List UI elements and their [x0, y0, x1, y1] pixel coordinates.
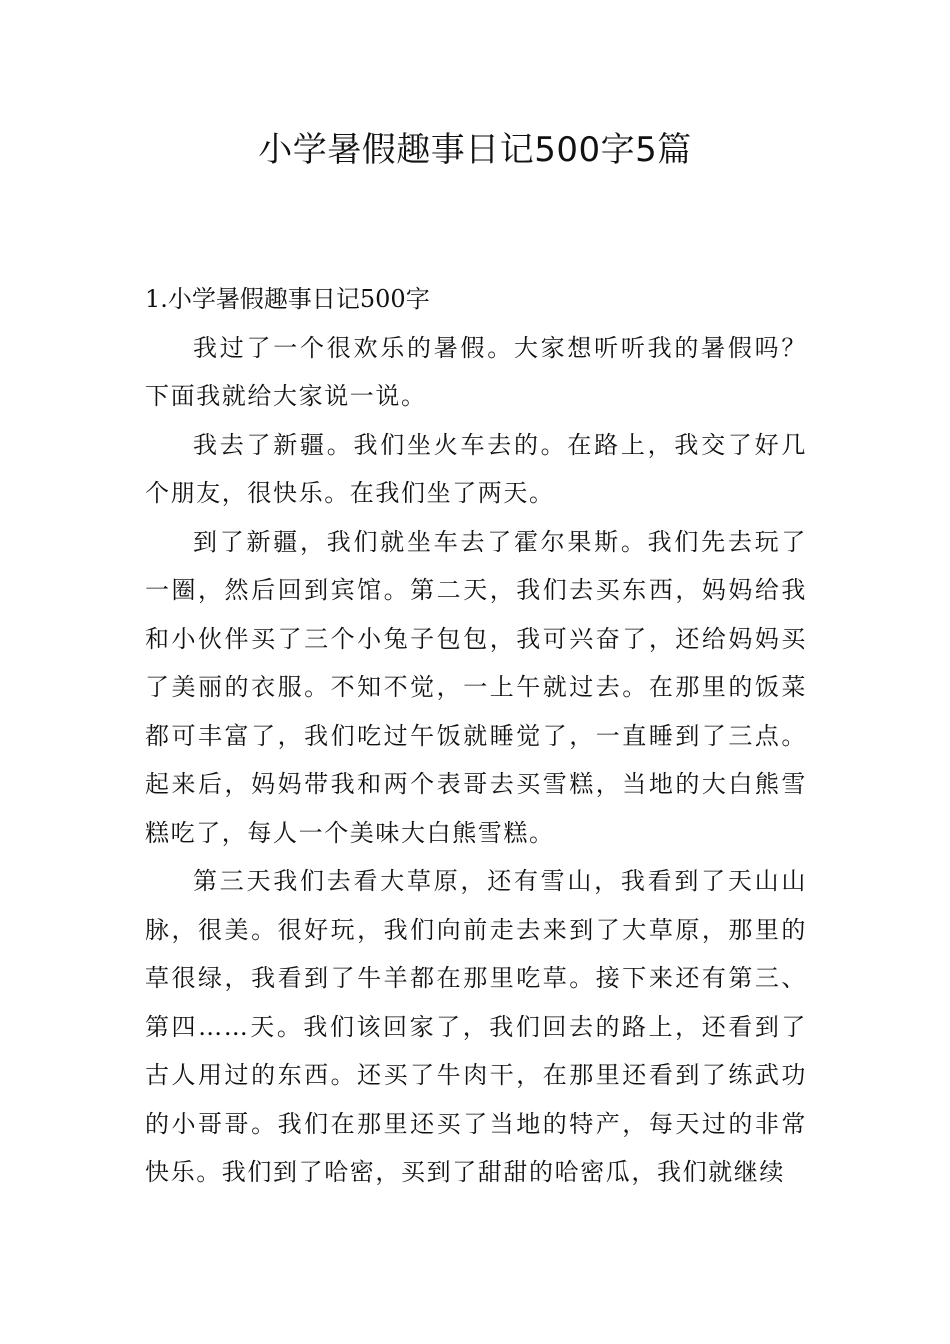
document-body [145, 275, 807, 1197]
paragraph-4: 第三天我们去看大草原，还有雪山，我看到了天山山脉，很美。很好玩，我们向前走去来到了大草原，那里的草很绿，我看到了牛羊都在那里吃草。接下来还有第三、第四……天。我们该回家了，我们回去的路上，还看到了古人用过的东西。还买了牛肉干，在那里还看到了练武功的小哥哥。我们在那里还买了当地的特产，每天过的非常快乐。我们到了哈密，买到了甜甜的哈密瓜，我们就继续 [145, 867, 807, 1186]
section-heading: 1.小学暑假趣事日记500字 [145, 285, 430, 313]
document-title: 小学暑假趣事日记500字5篇 [258, 130, 692, 170]
paragraph-3: 到了新疆，我们就坐车去了霍尔果斯。我们先去玩了一圈，然后回到宾馆。第二天，我们去买东西，妈妈给我和小伙伴买了三个小兔子包包，我可兴奋了，还给妈妈买了美丽的衣服。不知不觉，一上午就过去。在那里的饭菜都可丰富了，我们吃过午饭就睡觉了，一直睡到了三点。起来后，妈妈带我和两个表哥去买雪糕，当地的大白熊雪糕吃了，每人一个美味大白熊雪糕。 [145, 527, 807, 847]
paragraph-2: 我去了新疆。我们坐火车去的。在路上，我交了好几个朋友，很快乐。在我们坐了两天。 [145, 430, 807, 507]
paragraph-1: 我过了一个很欢乐的暑假。大家想听听我的暑假吗？下面我就给大家说一说。 [145, 333, 807, 410]
